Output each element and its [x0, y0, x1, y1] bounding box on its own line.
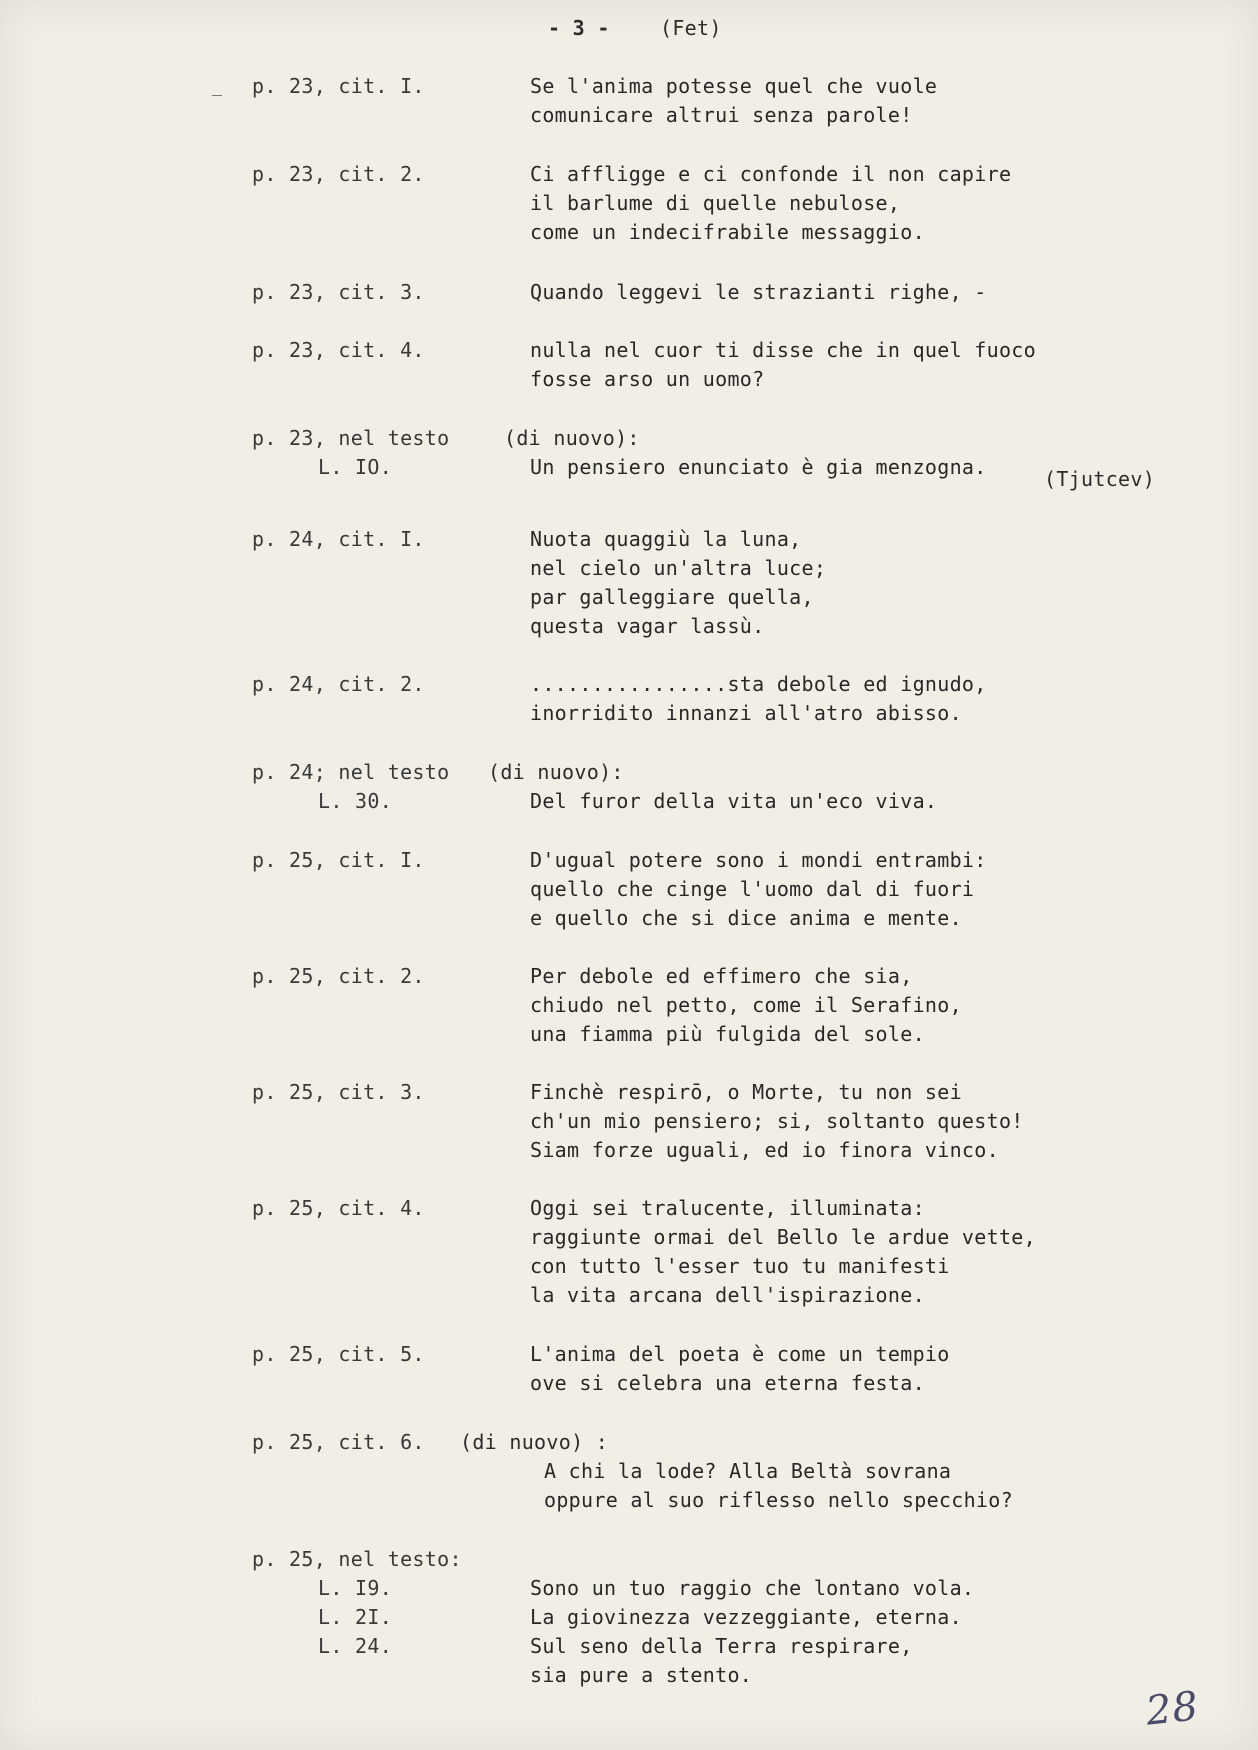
citation-line: il barlume di quelle nebulose,	[530, 191, 901, 215]
citation-line: Ci affligge e ci confonde il non capire	[530, 162, 1012, 186]
entry-ref: p. 25, cit. 5.	[252, 1342, 425, 1366]
citation-line: D'ugual potere sono i mondi entrambi:	[530, 848, 987, 872]
line-ref: L. IO.	[318, 455, 393, 479]
entry-ref: p. 23, cit. I.	[252, 74, 425, 98]
entry-ref: p. 25, cit. I.	[252, 848, 425, 872]
citation-line: Sono un tuo raggio che lontano vola.	[530, 1576, 975, 1600]
entry-ref: p. 24, cit. 2.	[252, 672, 425, 696]
citation-line: una fiamma più fulgida del sole.	[530, 1022, 925, 1046]
entry-note: (di nuovo):	[504, 426, 640, 450]
line-ref: L. 30.	[318, 789, 393, 813]
citation-line: ch'un mio pensiero; si, soltanto questo!	[530, 1109, 1024, 1133]
citation-line: Quando leggevi le strazianti righe, -	[530, 280, 987, 304]
entry-ref: p. 24, cit. I.	[252, 527, 425, 551]
citation-line: oppure al suo riflesso nello specchio?	[544, 1488, 1013, 1512]
author-label: (Fet)	[660, 16, 722, 40]
entry-ref: p. 25, cit. 4.	[252, 1196, 425, 1220]
folio-number: 28	[1143, 1683, 1202, 1735]
citation-line: con tutto l'esser tuo tu manifesti	[530, 1254, 950, 1278]
page-number: - 3 -	[548, 16, 610, 40]
entry-ref: p. 23, cit. 2.	[252, 162, 425, 186]
citation-line: comunicare altrui senza parole!	[530, 103, 913, 127]
citation-line: questa vagar lassù.	[530, 614, 765, 638]
citation-line: come un indecifrabile messaggio.	[530, 220, 925, 244]
margin-mark	[212, 95, 222, 96]
citation-line: ove si celebra una eterna festa.	[530, 1371, 925, 1395]
citation-line: nel cielo un'altra luce;	[530, 556, 827, 580]
citation-line: quello che cinge l'uomo dal di fuori	[530, 877, 975, 901]
line-ref: L. I9.	[318, 1576, 393, 1600]
citation-line: Siam forze uguali, ed io finora vinco.	[530, 1138, 999, 1162]
citation-line: Per debole ed effimero che sia,	[530, 964, 913, 988]
entry-note: (di nuovo):	[488, 760, 624, 784]
citation-line: La giovinezza vezzeggiante, eterna.	[530, 1605, 962, 1629]
citation-line: Nuota quaggiù la luna,	[530, 527, 802, 551]
entry-ref: p. 23, cit. 4.	[252, 338, 425, 362]
line-ref: L. 2I.	[318, 1605, 393, 1629]
entry-ref: p. 23, cit. 3.	[252, 280, 425, 304]
citation-line: Finchè respirō, o Morte, tu non sei	[530, 1080, 962, 1104]
citation-line: Sul seno della Terra respirare,	[530, 1634, 913, 1658]
entry-ref: p. 24; nel testo	[252, 760, 450, 784]
citation-line: e quello che si dice anima e mente.	[530, 906, 962, 930]
entry-ref: p. 25, nel testo:	[252, 1547, 462, 1571]
entry-ref: p. 25, cit. 2.	[252, 964, 425, 988]
citation-line: Se l'anima potesse quel che vuole	[530, 74, 938, 98]
citation-line: sia pure a stento.	[530, 1663, 753, 1687]
citation-line: inorridito innanzi all'atro abisso.	[530, 701, 962, 725]
citation-line: A chi la lode? Alla Beltà sovrana	[544, 1459, 952, 1483]
citation-line: Oggi sei tralucente, illuminata:	[530, 1196, 925, 1220]
citation-line: la vita arcana dell'ispirazione.	[530, 1283, 925, 1307]
line-ref: L. 24.	[318, 1634, 393, 1658]
entry-ref: p. 25, cit. 6.	[252, 1430, 425, 1454]
citation-line: Del furor della vita un'eco viva.	[530, 789, 938, 813]
citation-line: chiudo nel petto, come il Serafino,	[530, 993, 962, 1017]
entry-ref: p. 23, nel testo	[252, 426, 450, 450]
citation-line: par galleggiare quella,	[530, 585, 814, 609]
citation-line: fosse arso un uomo?	[530, 367, 765, 391]
citation-line: ................sta debole ed ignudo,	[530, 672, 987, 696]
citation-line: raggiunte ormai del Bello le ardue vette,	[530, 1225, 1036, 1249]
citation-line: Un pensiero enunciato è gia menzogna.	[530, 455, 987, 479]
entry-ref: p. 25, cit. 3.	[252, 1080, 425, 1104]
attribution: (Tjutcev)	[1044, 467, 1156, 491]
citation-line: L'anima del poeta è come un tempio	[530, 1342, 950, 1366]
citation-line: nulla nel cuor ti disse che in quel fuoco	[530, 338, 1036, 362]
entry-note: (di nuovo) :	[460, 1430, 609, 1454]
